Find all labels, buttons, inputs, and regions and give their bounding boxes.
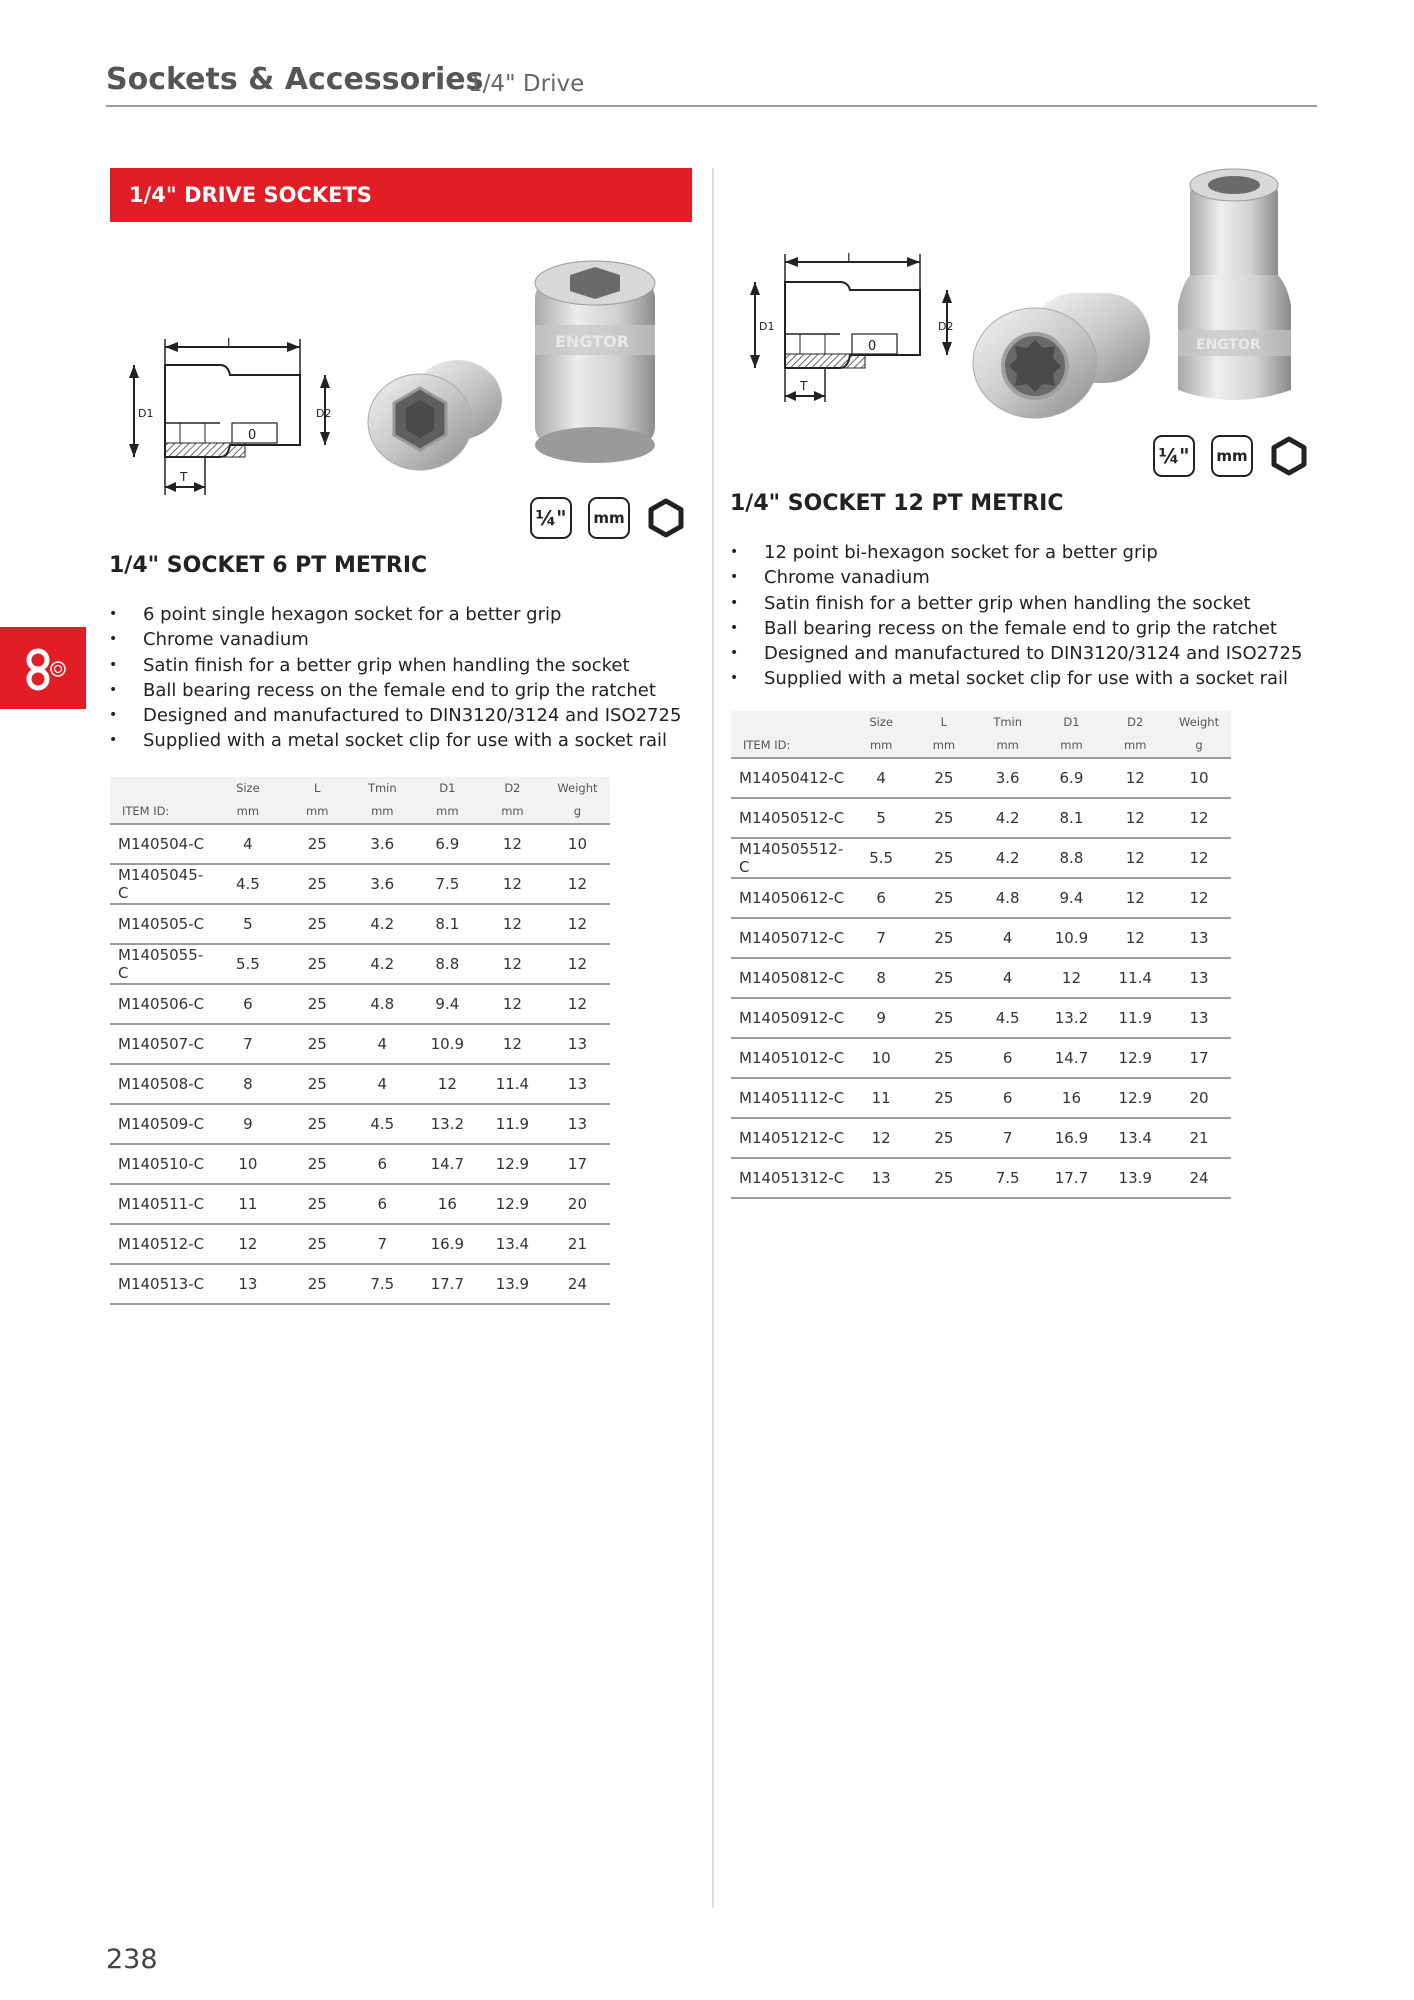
value-cell: 11.4 xyxy=(480,1064,545,1104)
value-cell: 7.5 xyxy=(415,864,480,904)
value-cell: 4 xyxy=(350,1064,415,1104)
value-cell: 25 xyxy=(912,918,976,958)
value-cell: 24 xyxy=(545,1264,610,1304)
value-cell: 25 xyxy=(912,878,976,918)
item-id-cell: M14050512-C xyxy=(731,798,850,838)
value-cell: 25 xyxy=(285,904,350,944)
value-cell: 9.4 xyxy=(415,984,480,1024)
section-side-tab xyxy=(0,627,86,709)
header-cell: Size xyxy=(236,781,260,795)
zero-label: 0 xyxy=(248,428,257,443)
value-cell: 13 xyxy=(545,1024,610,1064)
value-cell: 12 xyxy=(1103,838,1167,878)
feature-item: • 12 point bi-hexagon socket for a better grip xyxy=(730,540,1302,565)
table-units-row xyxy=(110,800,610,824)
value-cell: 4.8 xyxy=(350,984,415,1024)
value-cell: 13 xyxy=(1167,918,1231,958)
value-cell: 13 xyxy=(1167,998,1231,1038)
value-cell: 25 xyxy=(285,824,350,864)
feature-item: • Satin finish for a better grip when handling the socket xyxy=(730,591,1302,616)
header-cell: Weight xyxy=(1179,715,1220,729)
table-row xyxy=(110,864,610,904)
value-cell: 4.2 xyxy=(350,944,415,984)
feature-item: • Ball bearing recess on the female end to grip the ratchet xyxy=(730,616,1302,641)
value-cell: 25 xyxy=(285,1264,350,1304)
table-row xyxy=(110,1024,610,1064)
value-cell: 13 xyxy=(850,1158,912,1198)
value-cell: 9.4 xyxy=(1040,878,1104,918)
header-cell: mm xyxy=(211,800,285,824)
value-cell: 8.8 xyxy=(1040,838,1104,878)
value-cell: 25 xyxy=(912,758,976,798)
right-badges xyxy=(1153,435,1309,477)
value-cell: 12 xyxy=(415,1064,480,1104)
value-cell: 13.2 xyxy=(415,1104,480,1144)
table-row xyxy=(110,1064,610,1104)
value-cell: 12 xyxy=(480,944,545,984)
value-cell: 10.9 xyxy=(415,1024,480,1064)
table-header-row xyxy=(110,777,610,800)
header-cell xyxy=(731,711,850,734)
value-cell: 12 xyxy=(480,984,545,1024)
header-cell: D2 xyxy=(504,781,521,795)
value-cell: 13.9 xyxy=(480,1264,545,1304)
value-cell: 7.5 xyxy=(350,1264,415,1304)
metric-badge: mm xyxy=(1211,435,1253,477)
d1-label: D1 xyxy=(759,320,775,333)
value-cell: 21 xyxy=(1167,1118,1231,1158)
left-feature-list xyxy=(109,602,681,754)
table-row xyxy=(110,1104,610,1144)
value-cell: 12 xyxy=(545,864,610,904)
item-id-cell: M140504-C xyxy=(110,824,211,864)
value-cell: 8.1 xyxy=(415,904,480,944)
value-cell: 5 xyxy=(850,798,912,838)
header-cell: mm xyxy=(976,734,1040,758)
table-row xyxy=(731,758,1231,798)
value-cell: 13.2 xyxy=(1040,998,1104,1038)
value-cell: 25 xyxy=(285,864,350,904)
item-id-cell: M14050612-C xyxy=(731,878,850,918)
d2-label: D2 xyxy=(316,407,332,420)
value-cell: 25 xyxy=(285,1064,350,1104)
value-cell: 7.5 xyxy=(976,1158,1040,1198)
table-units-row xyxy=(731,734,1231,758)
value-cell: 3.6 xyxy=(350,824,415,864)
header-cell: D2 xyxy=(1127,715,1144,729)
value-cell: 20 xyxy=(1167,1078,1231,1118)
value-cell: 12 xyxy=(545,904,610,944)
feature-item: • Ball bearing recess on the female end to grip the ratchet xyxy=(109,678,681,703)
table-row xyxy=(110,1184,610,1224)
value-cell: 6.9 xyxy=(415,824,480,864)
value-cell: 4.5 xyxy=(976,998,1040,1038)
value-cell: 17.7 xyxy=(415,1264,480,1304)
value-cell: 12 xyxy=(1167,798,1231,838)
feature-item: • Designed and manufactured to DIN3120/3124 and ISO2725 xyxy=(730,641,1302,666)
value-cell: 25 xyxy=(285,1024,350,1064)
value-cell: 25 xyxy=(285,1224,350,1264)
value-cell: 12 xyxy=(1103,758,1167,798)
value-cell: 10.9 xyxy=(1040,918,1104,958)
value-cell: 4.5 xyxy=(211,864,285,904)
item-id-cell: M14050912-C xyxy=(731,998,850,1038)
header-cell: ITEM ID: xyxy=(110,800,211,824)
value-cell: 6 xyxy=(350,1184,415,1224)
value-cell: 4 xyxy=(211,824,285,864)
value-cell: 5 xyxy=(211,904,285,944)
table-row xyxy=(731,998,1231,1038)
value-cell: 21 xyxy=(545,1224,610,1264)
d2-label: D2 xyxy=(938,320,954,333)
table-row xyxy=(110,824,610,864)
item-id-cell: M14051312-C xyxy=(731,1158,850,1198)
header-cell: mm xyxy=(1103,734,1167,758)
item-id-cell: M14050712-C xyxy=(731,918,850,958)
value-cell: 12 xyxy=(1103,918,1167,958)
value-cell: 20 xyxy=(545,1184,610,1224)
value-cell: 13 xyxy=(545,1104,610,1144)
value-cell: 25 xyxy=(912,998,976,1038)
left-product-title: 1/4" SOCKET 6 PT METRIC xyxy=(109,553,428,578)
value-cell: 5.5 xyxy=(211,944,285,984)
item-id-cell: M140512-C xyxy=(110,1224,211,1264)
item-id-cell: M1405055-C xyxy=(110,944,211,984)
value-cell: 6.9 xyxy=(1040,758,1104,798)
value-cell: 12.9 xyxy=(480,1184,545,1224)
value-cell: 11 xyxy=(850,1078,912,1118)
value-cell: 12.9 xyxy=(480,1144,545,1184)
right-spec-table xyxy=(731,711,1231,1199)
feature-item: • Supplied with a metal socket clip for use with a socket rail xyxy=(730,666,1302,691)
table-row xyxy=(731,878,1231,918)
header-cell: mm xyxy=(285,800,350,824)
table-row xyxy=(110,904,610,944)
value-cell: 4 xyxy=(976,918,1040,958)
table-row xyxy=(731,798,1231,838)
value-cell: 4 xyxy=(350,1024,415,1064)
value-cell: 12 xyxy=(1040,958,1104,998)
header-cell: D1 xyxy=(439,781,456,795)
table-row xyxy=(110,1224,610,1264)
t-label: T xyxy=(180,470,188,484)
item-id-cell: M140509-C xyxy=(110,1104,211,1144)
value-cell: 10 xyxy=(1167,758,1231,798)
page-subtitle: 1/4" Drive xyxy=(468,71,585,97)
value-cell: 25 xyxy=(912,1078,976,1118)
value-cell: 25 xyxy=(285,984,350,1024)
value-cell: 8.8 xyxy=(415,944,480,984)
value-cell: 16 xyxy=(415,1184,480,1224)
header-cell: g xyxy=(545,800,610,824)
value-cell: 9 xyxy=(211,1104,285,1144)
table-header-row xyxy=(731,711,1231,734)
brand-engraving: ENGTOR xyxy=(1196,337,1261,353)
value-cell: 17 xyxy=(545,1144,610,1184)
feature-item: • Designed and manufactured to DIN3120/3124 and ISO2725 xyxy=(109,703,681,728)
quarter-inch-badge: ¼" xyxy=(530,497,572,539)
item-id-cell: M14051012-C xyxy=(731,1038,850,1078)
value-cell: 12 xyxy=(1103,798,1167,838)
item-id-cell: M140510-C xyxy=(110,1144,211,1184)
value-cell: 17 xyxy=(1167,1038,1231,1078)
value-cell: 13 xyxy=(211,1264,285,1304)
value-cell: 9 xyxy=(850,998,912,1038)
header-cell: L xyxy=(940,715,948,729)
value-cell: 25 xyxy=(912,1118,976,1158)
header-cell: mm xyxy=(1040,734,1104,758)
header-cell: mm xyxy=(912,734,976,758)
length-label: L xyxy=(227,336,234,350)
table-row xyxy=(110,944,610,984)
right-table-body xyxy=(731,758,1231,1198)
value-cell: 4.8 xyxy=(976,878,1040,918)
value-cell: 25 xyxy=(912,798,976,838)
header-cell: g xyxy=(1167,734,1231,758)
value-cell: 16.9 xyxy=(1040,1118,1104,1158)
value-cell: 12 xyxy=(480,824,545,864)
value-cell: 10 xyxy=(211,1144,285,1184)
item-id-cell: M14050412-C xyxy=(731,758,850,798)
t-label: T xyxy=(800,379,808,393)
metric-badge: mm xyxy=(588,497,630,539)
value-cell: 12 xyxy=(480,1024,545,1064)
brand-engraving: ENGTOR xyxy=(555,332,630,351)
left-table-body xyxy=(110,824,610,1304)
value-cell: 5.5 xyxy=(850,838,912,878)
value-cell: 11.9 xyxy=(480,1104,545,1144)
header-cell: mm xyxy=(480,800,545,824)
value-cell: 8.1 xyxy=(1040,798,1104,838)
value-cell: 13.4 xyxy=(1103,1118,1167,1158)
table-row xyxy=(731,1158,1231,1198)
item-id-cell: M140513-C xyxy=(110,1264,211,1304)
hexagon-icon xyxy=(646,498,686,538)
value-cell: 12 xyxy=(1167,878,1231,918)
table-row xyxy=(110,1144,610,1184)
value-cell: 12 xyxy=(545,984,610,1024)
value-cell: 6 xyxy=(850,878,912,918)
table-row xyxy=(110,1264,610,1304)
value-cell: 8 xyxy=(850,958,912,998)
header-cell: L xyxy=(314,781,321,795)
value-cell: 25 xyxy=(912,1038,976,1078)
socket-12pt-photo-angled xyxy=(965,278,1170,428)
socket-category-icon xyxy=(0,627,86,709)
header-cell: Tmin xyxy=(993,715,1023,729)
right-product-title: 1/4" SOCKET 12 PT METRIC xyxy=(730,491,1064,516)
item-id-cell: M140505-C xyxy=(110,904,211,944)
item-id-cell: M140511-C xyxy=(110,1184,211,1224)
item-id-cell: M140508-C xyxy=(110,1064,211,1104)
value-cell: 25 xyxy=(912,838,976,878)
value-cell: 8 xyxy=(211,1064,285,1104)
value-cell: 12 xyxy=(480,904,545,944)
header-cell xyxy=(110,777,211,800)
header-rule xyxy=(106,105,1317,107)
header-cell: mm xyxy=(850,734,912,758)
table-row xyxy=(731,918,1231,958)
header-cell: Size xyxy=(869,715,893,729)
value-cell: 25 xyxy=(285,1104,350,1144)
value-cell: 12.9 xyxy=(1103,1038,1167,1078)
item-id-cell: M14051212-C xyxy=(731,1118,850,1158)
value-cell: 14.7 xyxy=(415,1144,480,1184)
header-cell: mm xyxy=(415,800,480,824)
page-number: 238 xyxy=(106,1944,158,1975)
value-cell: 4 xyxy=(976,958,1040,998)
header-cell: mm xyxy=(350,800,415,824)
right-feature-list xyxy=(730,540,1302,692)
socket-6pt-photo-upright xyxy=(525,255,665,470)
item-id-cell: M140505512-C xyxy=(731,838,850,878)
socket-6pt-photo-angled xyxy=(362,350,507,475)
item-id-cell: M140506-C xyxy=(110,984,211,1024)
value-cell: 16 xyxy=(1040,1078,1104,1118)
header-cell: Weight xyxy=(557,781,598,795)
socket-12pt-dimension-diagram xyxy=(745,250,965,410)
value-cell: 14.7 xyxy=(1040,1038,1104,1078)
socket-12pt-photo-upright xyxy=(1172,165,1297,410)
value-cell: 11.4 xyxy=(1103,958,1167,998)
value-cell: 10 xyxy=(545,824,610,864)
value-cell: 4.2 xyxy=(976,798,1040,838)
page-title: Sockets & Accessories xyxy=(106,62,484,97)
value-cell: 12 xyxy=(850,1118,912,1158)
value-cell: 11.9 xyxy=(1103,998,1167,1038)
value-cell: 13 xyxy=(1167,958,1231,998)
value-cell: 6 xyxy=(976,1038,1040,1078)
item-id-cell: M140507-C xyxy=(110,1024,211,1064)
table-row xyxy=(731,1038,1231,1078)
value-cell: 13.4 xyxy=(480,1224,545,1264)
value-cell: 6 xyxy=(976,1078,1040,1118)
value-cell: 12.9 xyxy=(1103,1078,1167,1118)
value-cell: 12 xyxy=(1167,838,1231,878)
left-spec-table xyxy=(110,777,610,1305)
value-cell: 25 xyxy=(285,1144,350,1184)
value-cell: 25 xyxy=(912,1158,976,1198)
value-cell: 25 xyxy=(285,1184,350,1224)
value-cell: 6 xyxy=(211,984,285,1024)
value-cell: 3.6 xyxy=(976,758,1040,798)
item-id-cell: M1405045-C xyxy=(110,864,211,904)
value-cell: 13.9 xyxy=(1103,1158,1167,1198)
value-cell: 4.2 xyxy=(350,904,415,944)
item-id-cell: M14051112-C xyxy=(731,1078,850,1118)
value-cell: 7 xyxy=(976,1118,1040,1158)
table-row xyxy=(731,958,1231,998)
header-cell: Tmin xyxy=(367,781,397,795)
value-cell: 17.7 xyxy=(1040,1158,1104,1198)
left-badges xyxy=(530,497,686,539)
value-cell: 4.2 xyxy=(976,838,1040,878)
section-banner: 1/4" DRIVE SOCKETS xyxy=(110,168,692,222)
socket-6pt-dimension-diagram xyxy=(120,335,350,505)
value-cell: 4.5 xyxy=(350,1104,415,1144)
value-cell: 16.9 xyxy=(415,1224,480,1264)
value-cell: 13 xyxy=(545,1064,610,1104)
value-cell: 7 xyxy=(850,918,912,958)
item-id-cell: M14050812-C xyxy=(731,958,850,998)
value-cell: 25 xyxy=(285,944,350,984)
value-cell: 12 xyxy=(480,864,545,904)
value-cell: 25 xyxy=(912,958,976,998)
value-cell: 24 xyxy=(1167,1158,1231,1198)
table-row xyxy=(731,1078,1231,1118)
length-label: L xyxy=(847,251,854,265)
value-cell: 10 xyxy=(850,1038,912,1078)
value-cell: 4 xyxy=(850,758,912,798)
value-cell: 12 xyxy=(211,1224,285,1264)
value-cell: 7 xyxy=(350,1224,415,1264)
hexagon-icon xyxy=(1269,436,1309,476)
feature-item: • 6 point single hexagon socket for a better grip xyxy=(109,602,681,627)
feature-item: • Chrome vanadium xyxy=(730,565,1302,590)
header-cell: D1 xyxy=(1063,715,1080,729)
table-row xyxy=(731,838,1231,878)
value-cell: 12 xyxy=(545,944,610,984)
value-cell: 6 xyxy=(350,1144,415,1184)
value-cell: 12 xyxy=(1103,878,1167,918)
table-row xyxy=(110,984,610,1024)
value-cell: 3.6 xyxy=(350,864,415,904)
header-cell: ITEM ID: xyxy=(731,734,850,758)
d1-label: D1 xyxy=(138,407,154,420)
column-divider xyxy=(712,168,714,1908)
feature-item: • Supplied with a metal socket clip for use with a socket rail xyxy=(109,728,681,753)
quarter-inch-badge: ¼" xyxy=(1153,435,1195,477)
feature-item: • Chrome vanadium xyxy=(109,627,681,652)
table-row xyxy=(731,1118,1231,1158)
zero-label: 0 xyxy=(868,339,877,354)
feature-item: • Satin finish for a better grip when handling the socket xyxy=(109,653,681,678)
value-cell: 7 xyxy=(211,1024,285,1064)
value-cell: 11 xyxy=(211,1184,285,1224)
